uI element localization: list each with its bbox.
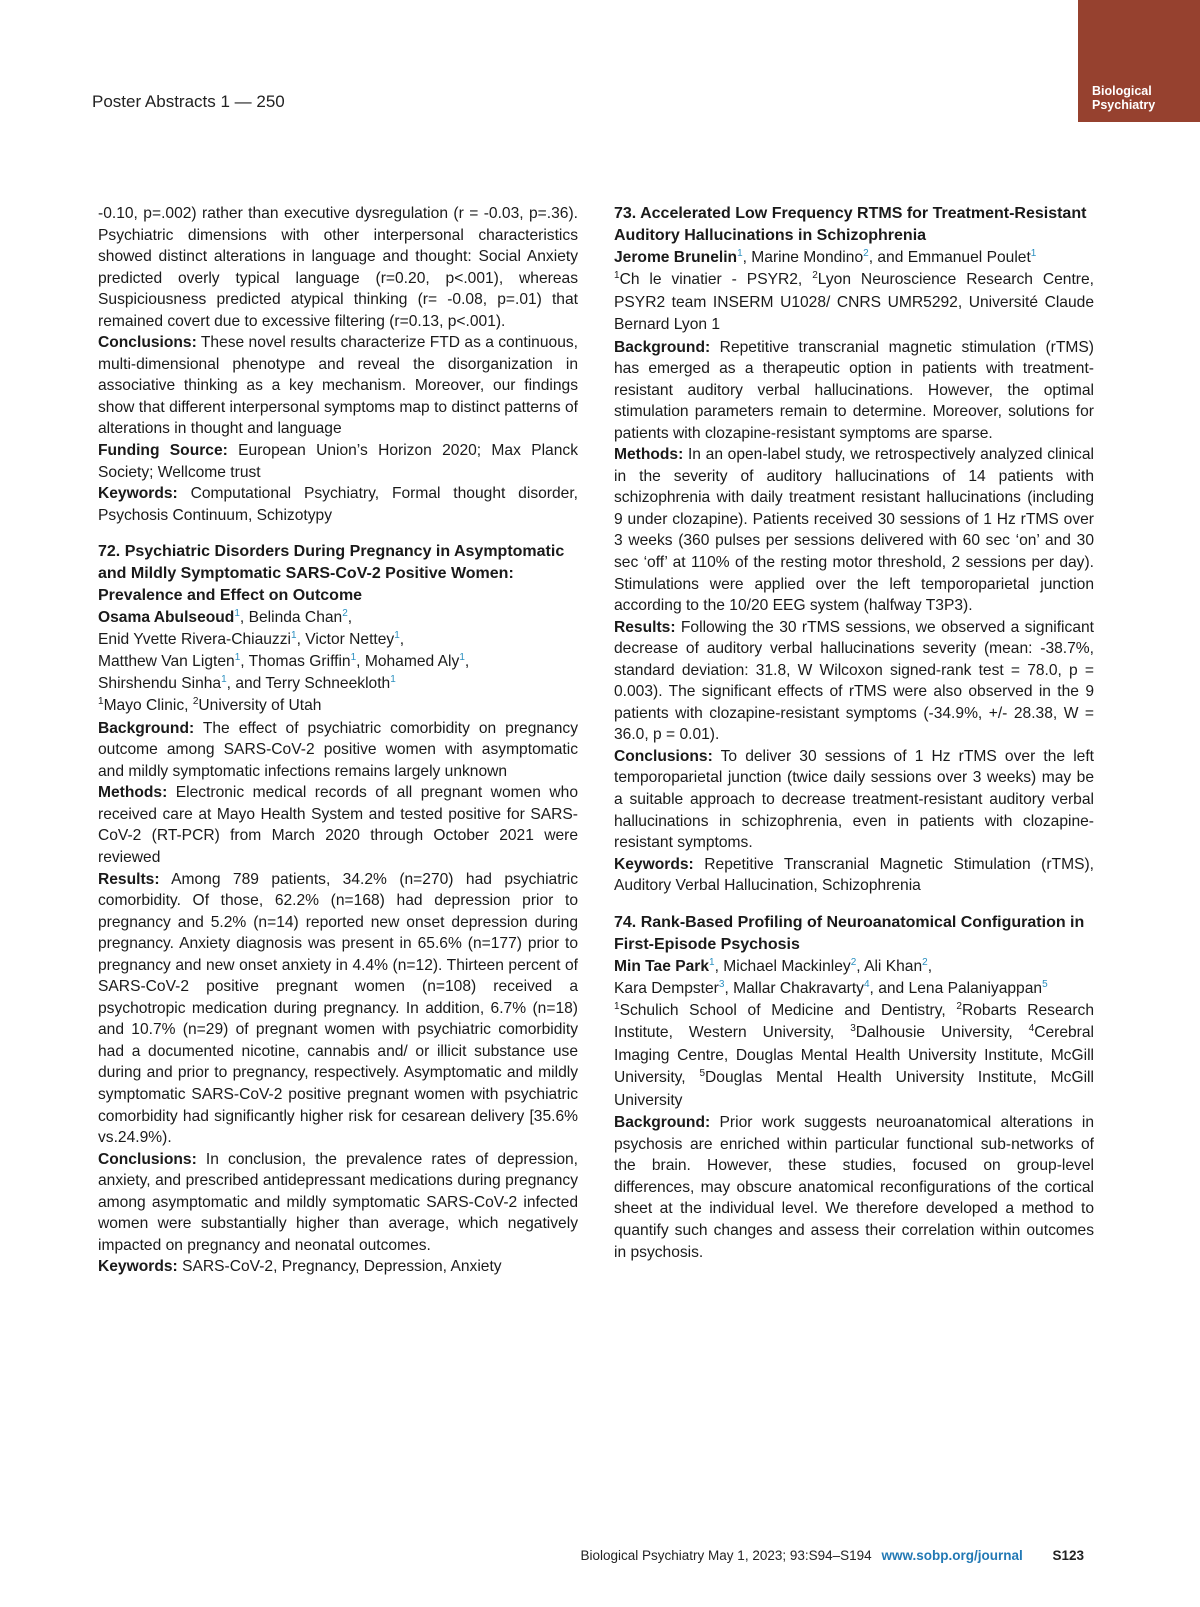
article-73-affiliations: [614, 269, 1094, 337]
article-72-affiliations: [98, 695, 578, 718]
author-name: Marine Mondino: [751, 249, 864, 266]
affiliation: Cerebral Imaging Centre, Douglas Mental Health University Institute, McGill University,: [614, 1024, 1094, 1087]
article-74-affiliations: [614, 1000, 1094, 1113]
author-name: Mohamed Aly: [364, 653, 460, 671]
article-72-title: 72. Psychiatric Disorders During Pregnancy in Asymptomatic and Mildly Symptomatic SARS-CoV-2 Positive Women: Prevalence and Effect on Outcome: [98, 543, 565, 605]
affiliation: University of Utah: [198, 697, 322, 715]
article-73-title: 73. Accelerated Low Frequency RTMS for Treatment-Resistant Auditory Hallucinations in Schizophrenia: [614, 205, 1087, 244]
background-label: Background:: [98, 719, 195, 737]
background-label: Background:: [614, 1114, 711, 1132]
funding-label: Funding Source:: [98, 442, 228, 460]
author-sep: , and: [869, 979, 909, 997]
author-sep: ,: [296, 631, 306, 649]
section-conclusions: [98, 1149, 578, 1257]
affiliation: Schulich School of Medicine and Dentistry,: [619, 1001, 957, 1019]
results-label: Results:: [98, 870, 160, 888]
author-sep: ,: [240, 653, 249, 671]
section-background: [98, 718, 578, 783]
keywords-label: Keywords:: [98, 1258, 178, 1276]
journal-tab-line1: Biological: [1092, 84, 1152, 98]
author-affil-sup[interactable]: 3: [718, 978, 725, 990]
section-funding: [98, 440, 578, 483]
right-column: [614, 203, 1094, 1263]
author-affil-sup[interactable]: 2: [342, 608, 348, 620]
section-keywords: [614, 854, 1094, 897]
author-sep: , and: [868, 249, 908, 266]
author-name: Jerome Brunelin: [614, 249, 738, 266]
author-sep: , and: [226, 675, 266, 693]
author-name: Osama Abulseoud: [98, 609, 235, 627]
author-name: Ali Khan: [864, 957, 923, 975]
section-background: [614, 1112, 1094, 1263]
section-keywords: [98, 483, 578, 526]
keywords-label: Keywords:: [614, 855, 694, 873]
conclusions-text: To deliver 30 sessions of 1 Hz rTMS over the left temporoparietal junction (twice daily sessions over 3 weeks) may be a suitable approach to decrease treatment-resistant auditory verbal hallucinations in schizophrenia, even in patients with clozapine-resistant symptoms.: [614, 747, 1094, 852]
background-text: Repetitive transcranial magnetic stimulation (rTMS) has emerged as a therapeutic option in patients with treatment-resistant auditory verbal hallucinations. However, the optimal stimulation parameters remain to determine. Moreover, solutions for patients with clozapine-resistant symptoms are sparse.: [614, 338, 1094, 442]
author-name: Enid Yvette Rivera-Chiauzzi: [98, 631, 291, 649]
section-conclusions: [614, 746, 1094, 854]
background-label: Background:: [614, 338, 711, 356]
author-sep: ,: [347, 609, 353, 627]
conclusions-label: Conclusions:: [614, 747, 713, 765]
journal-link[interactable]: www.sobp.org/journal: [881, 1548, 1023, 1563]
conclusions-text: These novel results characterize FTD as a continuous, multi-dimensional phenotype and reveal the disorganization in associative thinking as a key mechanism. Moreover, our findings show that different interpersonal symptoms map to distinct patterns of alterations in thought and language: [98, 334, 578, 438]
author-affil-sup[interactable]: 1: [394, 630, 400, 642]
author-sep: ,: [399, 631, 405, 649]
affiliation: Douglas Mental Health University Institute, McGill University: [614, 1069, 1094, 1109]
author-name: Michael Mackinley: [723, 957, 851, 975]
author-affil-sup[interactable]: 5: [1042, 978, 1048, 990]
affil-sup: 1: [614, 269, 620, 281]
keywords-text: Repetitive Transcranial Magnetic Stimulation (rTMS), Auditory Verbal Hallucination, Schizophrenia: [614, 855, 1094, 895]
section-background: [614, 337, 1094, 445]
author-affil-sup[interactable]: 1: [459, 652, 465, 664]
author-sep: ,: [714, 957, 724, 975]
section-conclusions: [98, 332, 578, 440]
section-results: [98, 869, 578, 1149]
author-sep: ,: [239, 609, 249, 627]
author-affil-sup[interactable]: 2: [922, 956, 928, 968]
author-affil-sup[interactable]: 1: [737, 247, 743, 259]
affiliation: Ch le vinatier - PSYR2,: [619, 271, 813, 288]
author-sep: ,: [464, 653, 470, 671]
author-affil-sup[interactable]: 1: [291, 630, 297, 642]
keywords-text: SARS-CoV-2, Pregnancy, Depression, Anxiety: [177, 1258, 502, 1276]
author-sep: ,: [856, 957, 865, 975]
author-sep: ,: [927, 957, 933, 975]
author-affil-sup[interactable]: 1: [1030, 247, 1037, 259]
results-text: Among 789 patients, 34.2% (n=270) had psychiatric comorbidity. Of those, 62.2% (n=168) had depression prior to pregnancy and 5.2% (n=14) reported new onset depression during pregnancy. Anxiety diagnosis was present in 65.6% (n=177) prior to pregnancy and new onset anxiety in 4.4% (n=12). Thirteen percent of SARS-CoV-2 positive pregnant women (n=108) received a psychotropic medication during pregnancy. In addition, 6.7% (n=18) and 10.7% (n=29) of pregnant women with psychiatric comorbidity had a documented nicotine, cannabis and/ or illicit substance use during and prior to pregnancy, respectively. Asymptomatic and mildly symptomatic SARS-CoV-2 positive pregnant women with psychiatric comorbidity had significantly higher risk for cesarean delivery [35.6% vs.24.9%).: [98, 870, 578, 1147]
conclusions-label: Conclusions:: [98, 334, 197, 352]
affiliation: Lyon Neuroscience Research Centre, PSYR2 team INSERM U1028/ CNRS UMR5292, Université Claude Bernard Lyon 1: [614, 271, 1094, 333]
author-affil-sup[interactable]: 2: [863, 247, 869, 259]
author-name: Terry Schneekloth: [265, 675, 391, 693]
methods-label: Methods:: [614, 446, 684, 464]
author-name: Mallar Chakravarty: [733, 979, 864, 997]
funding-text: European Union’s Horizon 2020; Max Planck Society; Wellcome trust: [98, 442, 578, 481]
section-keywords: [98, 1256, 578, 1278]
author-name: Lena Palaniyappan: [908, 979, 1043, 997]
section-methods: [98, 782, 578, 868]
results-label: Results:: [614, 618, 676, 636]
affil-sup: 2: [812, 269, 818, 281]
author-name: Victor Nettey: [305, 631, 395, 649]
continued-text: -0.10, p=.002) rather than executive dysregulation (r = -0.03, p=.36). Psychiatric dimensions with other interpersonal characteristics showed distinct alterations in language and thought: Social Anxiety predicted overly typical language (r=0.20, p<.001), whereas Suspiciousness predicted atypical thinking (r= -0.08, p=.01) that remained covert due to excessive filtering (r=0.13, p<.001).: [98, 205, 578, 330]
author-affil-sup[interactable]: 1: [234, 608, 240, 620]
affil-sup: 2: [192, 696, 199, 708]
keywords-text: Computational Psychiatry, Formal thought disorder, Psychosis Continuum, Schizotypy: [98, 485, 578, 524]
affil-sup: 4: [1028, 1023, 1035, 1035]
author-affil-sup[interactable]: 1: [221, 674, 227, 686]
left-column: [98, 203, 578, 1278]
author-sep: ,: [356, 653, 365, 671]
keywords-label: Keywords:: [98, 485, 178, 503]
author-name: Shirshendu Sinha: [98, 675, 222, 693]
author-name: Kara Dempster: [614, 979, 719, 997]
author-name: Matthew Van Ligten: [98, 653, 235, 671]
author-affil-sup[interactable]: 1: [390, 674, 396, 686]
author-name: Emmanuel Poulet: [907, 249, 1031, 266]
affil-sup: 1: [98, 696, 104, 708]
affiliation: Dalhousie University,: [855, 1024, 1029, 1042]
affil-sup: 5: [699, 1068, 706, 1080]
background-text: The effect of psychiatric comorbidity on pregnancy outcome among SARS-CoV-2 positive women with asymptomatic and mildly symptomatic infections remains largely unknown: [98, 719, 578, 780]
article-73-authors: [614, 247, 1094, 269]
affil-sup: 3: [850, 1023, 856, 1035]
page-footer: [581, 1548, 1085, 1563]
methods-label: Methods:: [98, 784, 168, 802]
conclusions-label: Conclusions:: [98, 1150, 197, 1168]
author-name: Belinda Chan: [248, 609, 343, 627]
affiliation: Robarts Research Institute, Western University,: [614, 1001, 1094, 1042]
article-72-authors: [98, 607, 578, 695]
author-affil-sup[interactable]: 2: [850, 956, 857, 968]
author-affil-sup[interactable]: 1: [709, 956, 715, 968]
methods-text: Electronic medical records of all pregnant women who received care at Mayo Health System and tested positive for SARS-CoV-2 (RT-PCR) from March 2020 through October 2021 were reviewed: [98, 784, 578, 866]
affil-sup: 1: [614, 1000, 620, 1012]
author-sep: ,: [742, 249, 752, 266]
author-name: Min Tae Park: [614, 957, 710, 975]
methods-text: In an open-label study, we retrospectively analyzed clinical in the severity of auditory hallucinations of 14 patients with schizophrenia with daily treatment resistant hallucinations (including 9 under clozapine). Patients received 30 sessions of 1 Hz rTMS over 3 weeks (360 pulses per sessions delivered with 60 sec ‘on’ and 30 sec ‘off’ at 110% of the resting motor threshold, 2 sessions per day). Stimulations were applied over the left temporoparietal junction according to the 10/20 EEG system (halfway T3P3).: [614, 446, 1094, 615]
footer-citation: Biological Psychiatry May 1, 2023; 93:S94–S194: [580, 1548, 872, 1563]
article-74-authors: [614, 956, 1094, 1000]
author-affil-sup[interactable]: 1: [234, 652, 241, 664]
running-title: Poster Abstracts 1 — 250: [92, 92, 285, 111]
affiliation: Mayo Clinic,: [103, 697, 193, 715]
section-methods: [614, 444, 1094, 616]
author-affil-sup[interactable]: 1: [350, 652, 357, 664]
journal-tab-line2: Psychiatry: [1092, 98, 1156, 112]
author-affil-sup[interactable]: 4: [863, 978, 870, 990]
author-sep: ,: [724, 979, 734, 997]
results-text: Following the 30 rTMS sessions, we observed a significant decrease of auditory verbal hallucinations severity (mean: -38.7%, standard deviation: 31.8, W Wilcoxon signed-rank test = 78.0, p = 0.003). The significant effects of rTMS were also observed in the 9 patients with clozapine-resistant symptoms (-34.9%, +/- 28.38, W = 36.0, p = 0.01).: [614, 618, 1094, 744]
background-text: Prior work suggests neuroanatomical alterations in psychosis are enriched within particular functional sub-networks of the brain. However, these studies, focused on group-level differences, may obscure anatomical reconfigurations of the cortical sheet at the individual level. We therefore developed a method to quantify such changes and assess their correlation within outcomes in psychosis.: [614, 1114, 1094, 1261]
page-number: S123: [1052, 1548, 1084, 1563]
section-results: [614, 617, 1094, 746]
conclusions-text: In conclusion, the prevalence rates of depression, anxiety, and prescribed antidepressant medications during pregnancy among asymptomatic and mildly symptomatic SARS-CoV-2 infected women were substantially higher than average, which negatively impacted on pregnancy and neonatal outcomes.: [98, 1150, 578, 1254]
affil-sup: 2: [956, 1000, 962, 1012]
author-name: Thomas Griffin: [248, 653, 351, 671]
journal-tab: [1078, 0, 1200, 122]
article-74-title: 74. Rank-Based Profiling of Neuroanatomical Configuration in First-Episode Psychosis: [614, 913, 1085, 953]
